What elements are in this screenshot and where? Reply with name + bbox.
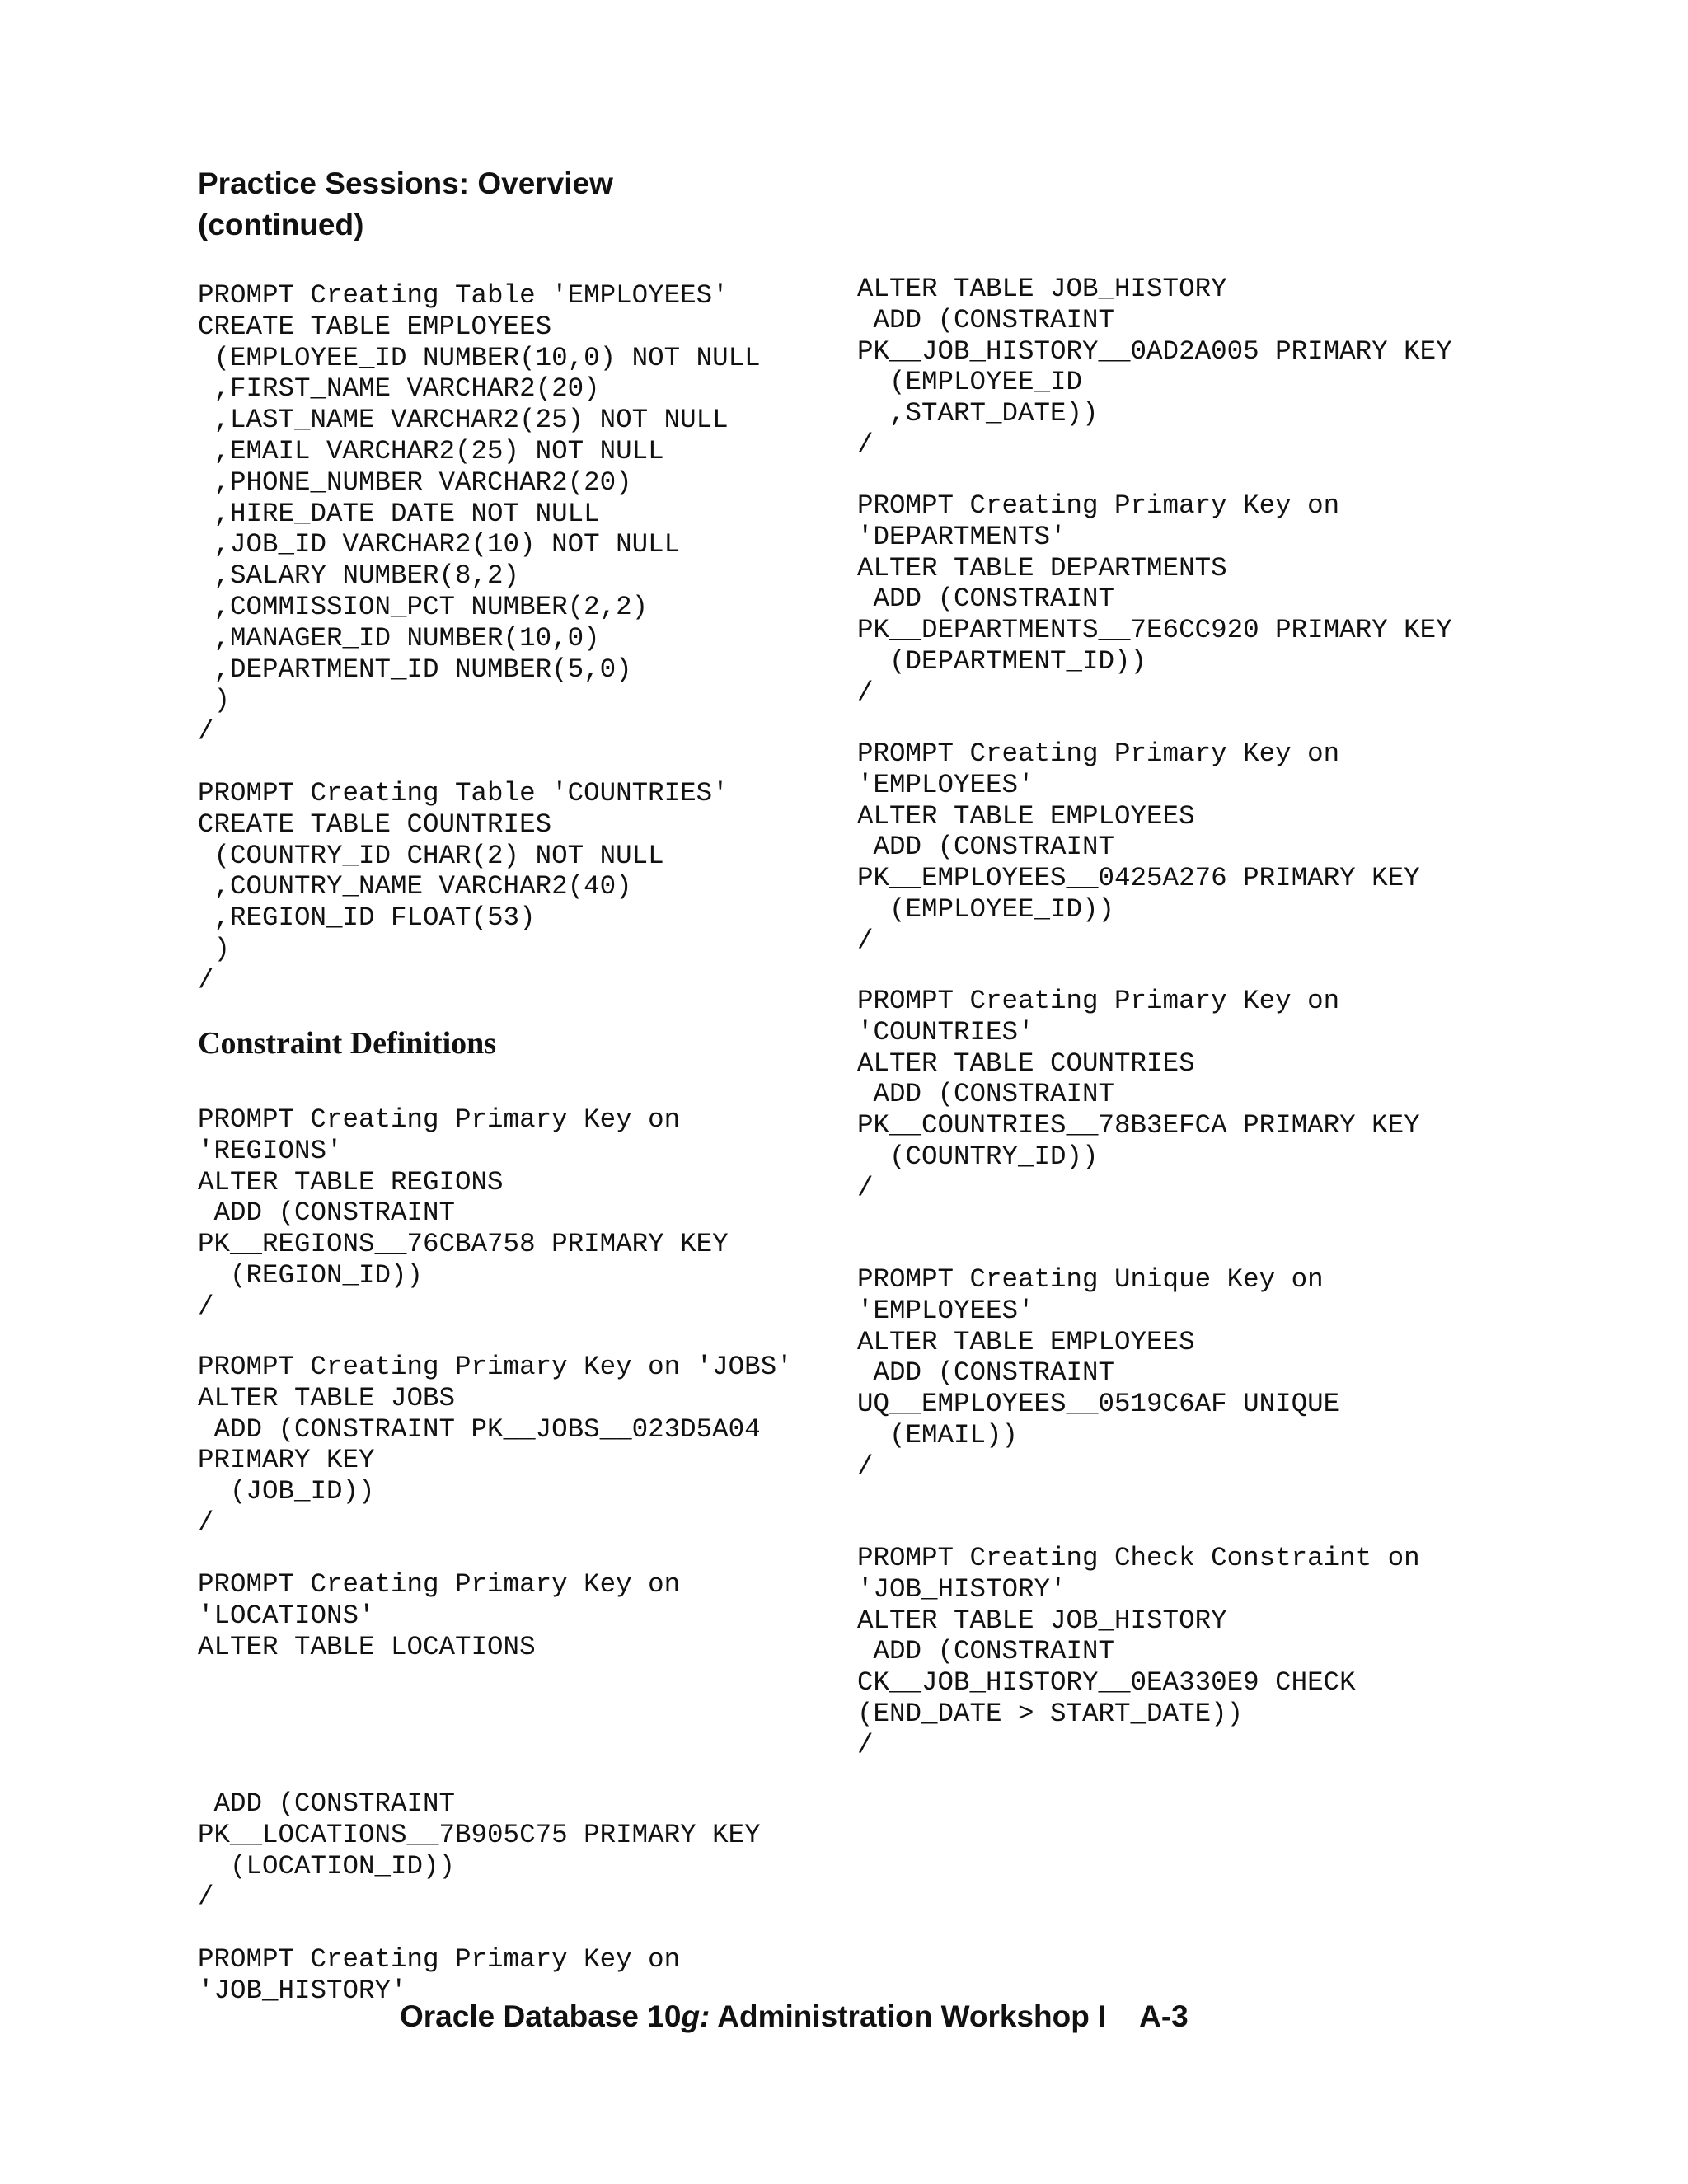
code-pk-regions: PROMPT Creating Primary Key on 'REGIONS' ALTER TABLE REGIONS ADD (CONSTRAINT PK__REGIONS__76CBA758 PRIMARY KEY (REGION_ID)) / — [198, 1104, 729, 1322]
code-create-employees: PROMPT Creating Table 'EMPLOYEES' CREATE TABLE EMPLOYEES (EMPLOYEE_ID NUMBER(10,0) NOT NULL ,FIRST_NAME VARCHAR2(20) ,LAST_NAME VARCHAR2(25) NOT NULL ,EMAIL VARCHAR2(25) NOT NULL ,PHONE_NUMBER VARCHAR2(20) ,HIRE_DATE DATE NOT NULL ,JOB_ID VARCHAR2(10) NOT NULL ,SALARY NUMBER(8,2) ,COMMISSION_PCT NUMBER(2,2) ,MANAGER_ID NUMBER(10,0) ,DEPARTMENT_ID NUMBER(5,0) ) / — [198, 280, 761, 748]
code-pk-jobs: PROMPT Creating Primary Key on 'JOBS' ALTER TABLE JOBS ADD (CONSTRAINT PK__JOBS__023D5A04 PRIMARY KEY (JOB_ID)) / — [198, 1352, 793, 1538]
section-heading-constraints: Constraint Definitions — [198, 1026, 497, 1061]
code-ck-job-history: PROMPT Creating Check Constraint on 'JOB_HISTORY' ALTER TABLE JOB_HISTORY ADD (CONSTRAINT CK__JOB_HISTORY__0EA330E9 CHECK (END_DATE > START_DATE)) / — [857, 1543, 1420, 1760]
code-pk-countries: PROMPT Creating Primary Key on 'COUNTRIES' ALTER TABLE COUNTRIES ADD (CONSTRAINT PK__COUNTRIES__78B3EFCA PRIMARY KEY (COUNTRY_ID)) / — [857, 986, 1420, 1203]
footer-italic: g: — [681, 1999, 710, 2033]
code-pk-departments: PROMPT Creating Primary Key on 'DEPARTMENTS' ALTER TABLE DEPARTMENTS ADD (CONSTRAINT PK__DEPARTMENTS__7E6CC920 PRIMARY KEY (DEPARTMENT_ID)) / — [857, 490, 1452, 708]
page-title — [198, 163, 613, 246]
code-pk-job-history: ALTER TABLE JOB_HISTORY ADD (CONSTRAINT PK__JOB_HISTORY__0AD2A005 PRIMARY KEY (EMPLOYEE_ID ,START_DATE)) / — [857, 274, 1452, 460]
code-pk-locations-part-1: PROMPT Creating Primary Key on 'LOCATIONS' ALTER TABLE LOCATIONS — [198, 1569, 681, 1662]
code-create-countries: PROMPT Creating Table 'COUNTRIES' CREATE TABLE COUNTRIES (COUNTRY_ID CHAR(2) NOT NULL ,COUNTRY_NAME VARCHAR2(40) ,REGION_ID FLOAT(53) ) / — [198, 778, 729, 996]
code-pk-employees: PROMPT Creating Primary Key on 'EMPLOYEES' ALTER TABLE EMPLOYEES ADD (CONSTRAINT PK__EMPLOYEES__0425A276 PRIMARY KEY (EMPLOYEE_ID)) / — [857, 738, 1420, 956]
code-uq-employees: PROMPT Creating Unique Key on 'EMPLOYEES' ALTER TABLE EMPLOYEES ADD (CONSTRAINT UQ__EMPLOYEES__0519C6AF UNIQUE (EMAIL)) / — [857, 1264, 1340, 1482]
code-pk-job-history-start: PROMPT Creating Primary Key on 'JOB_HISTORY' — [198, 1944, 681, 2006]
footer-prefix: Oracle Database 10 — [400, 1999, 682, 2033]
page-footer — [400, 1999, 1189, 2035]
code-pk-locations-part-2: ADD (CONSTRAINT PK__LOCATIONS__7B905C75 PRIMARY KEY (LOCATION_ID)) / — [198, 1788, 761, 1913]
footer-suffix: Administration Workshop I A-3 — [710, 1999, 1189, 2033]
page-title-line-2: (continued) — [198, 208, 364, 241]
page-title-line-1: Practice Sessions: Overview — [198, 166, 613, 200]
